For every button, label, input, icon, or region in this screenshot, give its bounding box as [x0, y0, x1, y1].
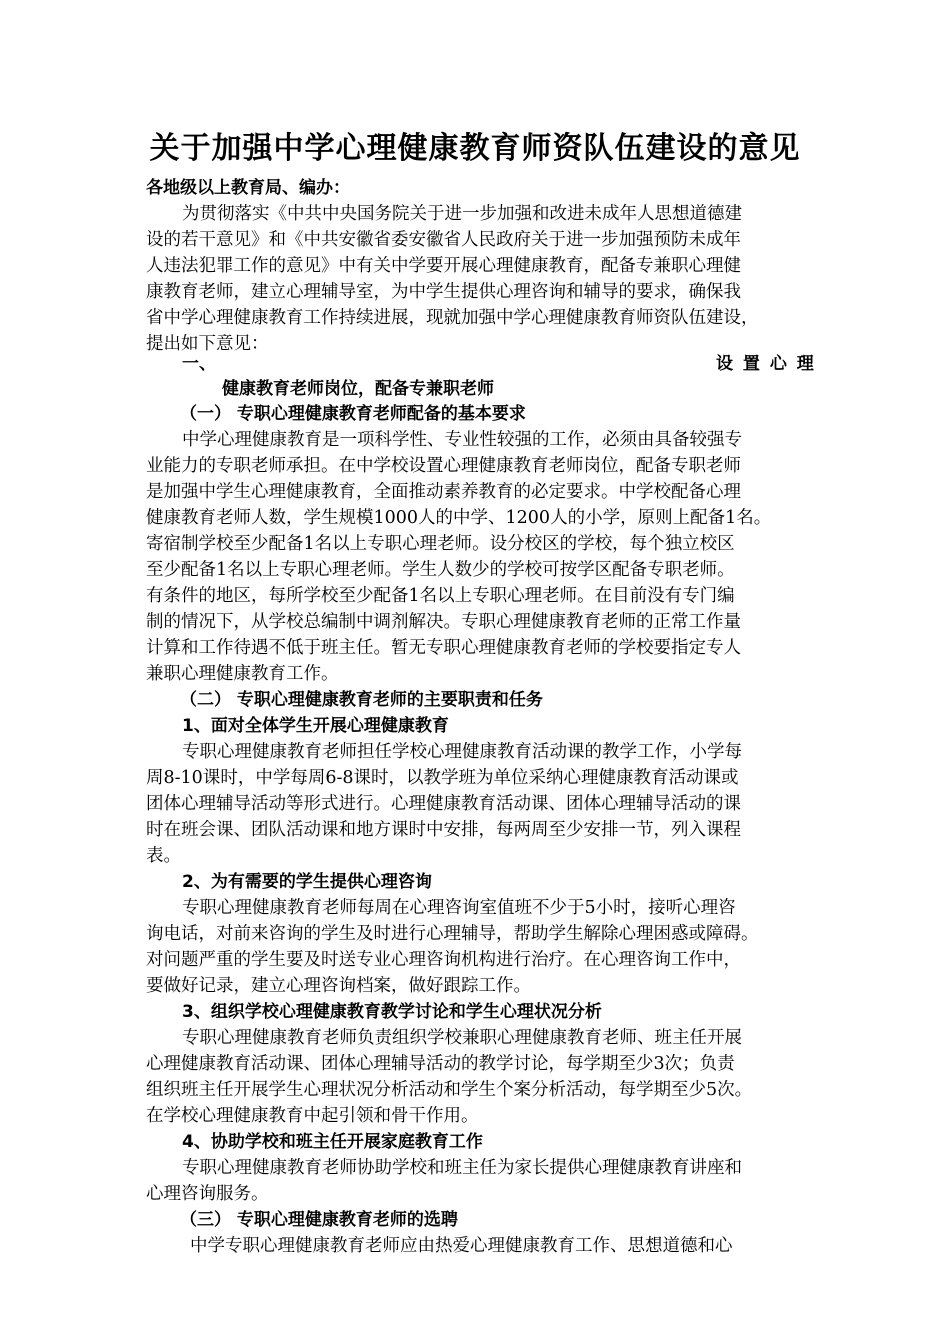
- subsection-title-1: （一） 专职心理健康教育老师配备的基本要求: [180, 404, 526, 424]
- paragraph-line: 组织班主任开展学生心理状况分析活动和学生个案分析活动，每学期至少5次。: [146, 1080, 753, 1100]
- intro-line: 提出如下意见：: [146, 334, 269, 354]
- paragraph-line: 健康教育老师人数，学生规模1000人的中学、1200人的小学，原则上配备1名。: [146, 508, 772, 528]
- paragraph-line: 兼职心理健康教育工作。: [146, 664, 339, 684]
- paragraph-line: 专职心理健康教育老师协助学校和班主任为家长提供心理健康教育讲座和: [182, 1158, 742, 1178]
- paragraph-line: 心理咨询服务。: [146, 1184, 269, 1204]
- paragraph-line: 专职心理健康教育老师担任学校心理健康教育活动课的教学工作，小学每: [182, 742, 742, 762]
- paragraph-line: 对问题严重的学生要及时送专业心理咨询机构进行治疗。在心理咨询工作中，: [146, 950, 741, 970]
- paragraph-line: 询电话，对前来咨询的学生及时进行心理辅导，帮助学生解除心理困惑或障碍。: [146, 924, 759, 944]
- paragraph-line: 制的情况下，从学校总编制中调剂解决。专职心理健康教育老师的正常工作量: [146, 612, 741, 632]
- subsection-title-2: （二） 专职心理健康教育老师的主要职责和任务: [180, 690, 543, 710]
- paragraph-line: 心理健康教育活动课、团体心理辅导活动的教学讨论，每学期至少3次；负责: [146, 1054, 735, 1074]
- paragraph-line: 业能力的专职老师承担。在中学校设置心理健康教育老师岗位，配备专职老师: [146, 456, 741, 476]
- paragraph-line: 表。: [146, 846, 181, 866]
- intro-line: 省中学心理健康教育工作持续进展，现就加强中学心理健康教育师资队伍建设，: [146, 308, 759, 328]
- item-title-2: 2、为有需要的学生提供心理咨询: [182, 872, 432, 892]
- paragraph-line: 寄宿制学校至少配备1名以上专职心理老师。设分校区的学校，每个独立校区: [146, 534, 735, 554]
- paragraph-line: 中学专职心理健康教育老师应由热爱心理健康教育工作、思想道德和心: [190, 1236, 733, 1256]
- paragraph-line: 在学校心理健康教育中起引领和骨干作用。: [146, 1106, 479, 1126]
- intro-line: 康教育老师，建立心理辅导室，为中学生提供心理咨询和辅导的要求，确保我: [146, 282, 741, 302]
- subsection-title-3: （三） 专职心理健康教育老师的选聘: [180, 1210, 458, 1230]
- paragraph-line: 时在班会课、团队活动课和地方课时中安排，每两周至少安排一节，列入课程: [146, 820, 741, 840]
- paragraph-line: 专职心理健康教育老师负责组织学校兼职心理健康教育老师、班主任开展: [182, 1028, 742, 1048]
- paragraph-line: 有条件的地区，每所学校至少配备1名以上专职心理老师。在目前没有专门编: [146, 586, 735, 606]
- item-title-1: 1、面对全体学生开展心理健康教育: [182, 716, 449, 736]
- paragraph-line: 至少配备1名以上专职心理老师。学生人数少的学校可按学区配备专职老师。: [146, 560, 735, 580]
- paragraph-line: 团体心理辅导活动等形式进行。心理健康教育活动课、团体心理辅导活动的课: [146, 794, 741, 814]
- paragraph-line: 周8-10课时，中学每周6-8课时，以教学班为单位采纳心理健康教育活动课或: [146, 768, 739, 788]
- salutation: 各地级以上教育局、编办：: [146, 178, 350, 198]
- paragraph-line: 要做好记录，建立心理咨询档案，做好跟踪工作。: [146, 976, 531, 996]
- section-heading-right: 设 置 心 理: [716, 354, 816, 374]
- section-number: 一、: [182, 354, 216, 374]
- intro-line: 人违法犯罪工作的意见》中有关中学要开展心理健康教育，配备专兼职心理健: [146, 256, 741, 276]
- section-heading: 健康教育老师岗位，配备专兼职老师: [222, 379, 494, 399]
- item-title-3: 3、组织学校心理健康教育教学讨论和学生心理状况分析: [182, 1002, 602, 1022]
- intro-line: 设的若干意见》和《中共安徽省委安徽省人民政府关于进一步加强预防未成年: [146, 230, 741, 250]
- item-title-4: 4、协助学校和班主任开展家庭教育工作: [182, 1132, 483, 1152]
- paragraph-line: 中学心理健康教育是一项科学性、专业性较强的工作，必须由具备较强专: [182, 430, 742, 450]
- paragraph-line: 是加强中学生心理健康教育，全面推动素养教育的必定要求。中学校配备心理: [146, 482, 741, 502]
- intro-line: 为贯彻落实《中共中央国务院关于进一步加强和改进未成年人思想道德建: [182, 204, 742, 224]
- paragraph-line: 计算和工作待遇不低于班主任。暂无专职心理健康教育老师的学校要指定专人: [146, 638, 741, 658]
- paragraph-line: 专职心理健康教育老师每周在心理咨询室值班不少于5小时，接听心理咨: [182, 898, 736, 918]
- document-title: 关于加强中学心理健康教育师资队伍建设的意见: [149, 131, 801, 166]
